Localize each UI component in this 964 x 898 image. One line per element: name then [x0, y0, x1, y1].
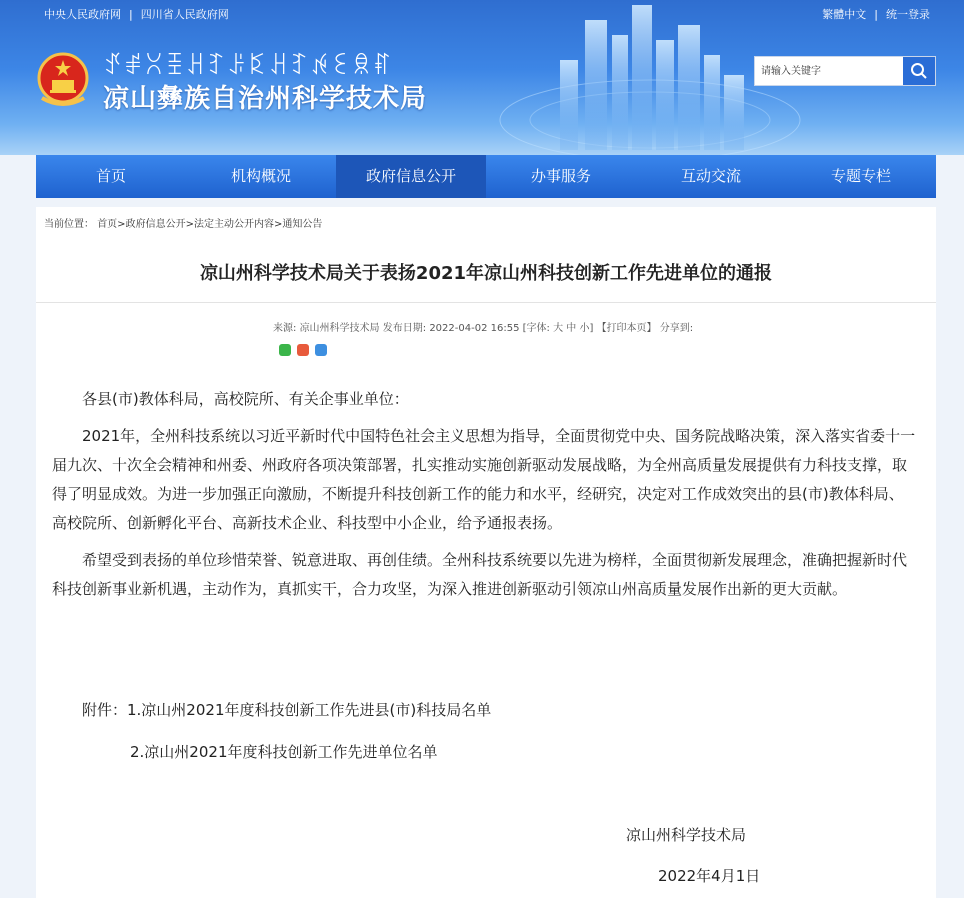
breadcrumb [44, 215, 322, 230]
weibo-icon[interactable] [297, 344, 309, 356]
font-medium-link[interactable]: 中 [566, 323, 577, 334]
font-large-link[interactable]: 大 [553, 323, 564, 334]
link-unified-login[interactable]: 统一登录 [886, 8, 930, 21]
nav-gov-info[interactable]: 政府信息公开 [336, 155, 486, 198]
print-link[interactable]: 【打印本页】 [596, 323, 657, 334]
search-input[interactable] [755, 57, 903, 85]
source-value: 凉山州科学技术局 [299, 323, 380, 334]
breadcrumb-label: 当前位置： [44, 219, 94, 230]
source-label: 来源: [273, 323, 297, 334]
article-meta [273, 319, 693, 334]
date-label: 发布日期: [382, 323, 427, 334]
article-body [52, 385, 918, 612]
nav-about[interactable]: 机构概况 [230, 167, 291, 185]
paragraph-2: 希望受到表扬的单位珍惜荣誉、锐意进取、再创佳绩。全州科技系统要以先进为榜样，全面贯彻新发展理念，准确把握新时代科技创新事业新机遇，主动作为，真抓实干，合力攻坚，为深入推进创新驱动引领凉山州高质量发展作出新的更大贡献。 [52, 551, 908, 598]
main-nav [36, 155, 936, 198]
breadcrumb-path[interactable]: 首页>政府信息公开>法定主动公开内容>通知公告 [97, 219, 323, 230]
paragraph-salutation: 各县(市)教体科局，高校院所、有关企事业单位： [82, 390, 409, 408]
search-icon [910, 62, 928, 80]
header-banner [0, 0, 964, 155]
link-central-gov[interactable]: 中央人民政府网 [44, 8, 121, 21]
nav-home[interactable]: 首页 [95, 167, 126, 185]
qq-icon[interactable] [315, 344, 327, 356]
sign-date: 2022年4月1日 [658, 867, 761, 885]
date-value: 2022-04-02 16:55 [429, 323, 520, 334]
paragraph-1: 2021年，全州科技系统以习近平新时代中国特色社会主义思想为指导，全面贯彻党中央、国务院战略决策，深入落实省委十一届九次、十次全会精神和州委、州政府各项决策部署，扎实推动实施创新驱动发展战略，为全州高质量发展提供有力科技支撑，取得了明显成效。为进一步加强正向激励，不断提升科技创新工作的能力和水平，经研究，决定对工作成效突出的县(市)教体科局、高校院所、创新孵化平台、高新技术企业、科技型中小企业，给予通报表扬。 [52, 427, 916, 532]
font-size-label: [字体: [522, 323, 550, 334]
nav-services[interactable]: 办事服务 [530, 167, 591, 185]
national-emblem-icon [36, 52, 90, 108]
share-label: 分享到: [659, 323, 694, 334]
nav-special[interactable]: 专题专栏 [830, 167, 891, 185]
title-divider [36, 302, 936, 303]
link-sichuan-gov[interactable]: 四川省人民政府网 [140, 8, 229, 21]
search-button[interactable] [903, 57, 935, 85]
top-links-left: 中央人民政府网 | 四川省人民政府网 [44, 8, 229, 21]
content-panel [36, 207, 936, 898]
font-small-link[interactable]: 小] [579, 323, 594, 334]
share-icons [279, 344, 327, 356]
search-box [754, 56, 936, 86]
top-links-right: 繁體中文 | 统一登录 [822, 8, 930, 21]
attachment-1[interactable]: 附件：1.凉山州2021年度科技创新工作先进县(市)科技局名单 [82, 701, 492, 719]
article-title: 凉山州科学技术局关于表扬2021年凉山州科技创新工作先进单位的通报 [199, 263, 773, 284]
nav-interaction[interactable]: 互动交流 [680, 167, 741, 185]
link-traditional-chinese[interactable]: 繁體中文 [822, 8, 867, 21]
yi-script-title: ꀋꂱꇤꀨꃅꆈꌠꌅꃅꆈꉌꏂꌋꐥ [103, 52, 394, 80]
signature: 凉山州科学技术局 [626, 826, 747, 844]
site-title: 凉山彝族自治州科学技术局 [103, 84, 428, 114]
wechat-icon[interactable] [279, 344, 291, 356]
attachment-2[interactable]: 2.凉山州2021年度科技创新工作先进单位名单 [130, 743, 438, 761]
